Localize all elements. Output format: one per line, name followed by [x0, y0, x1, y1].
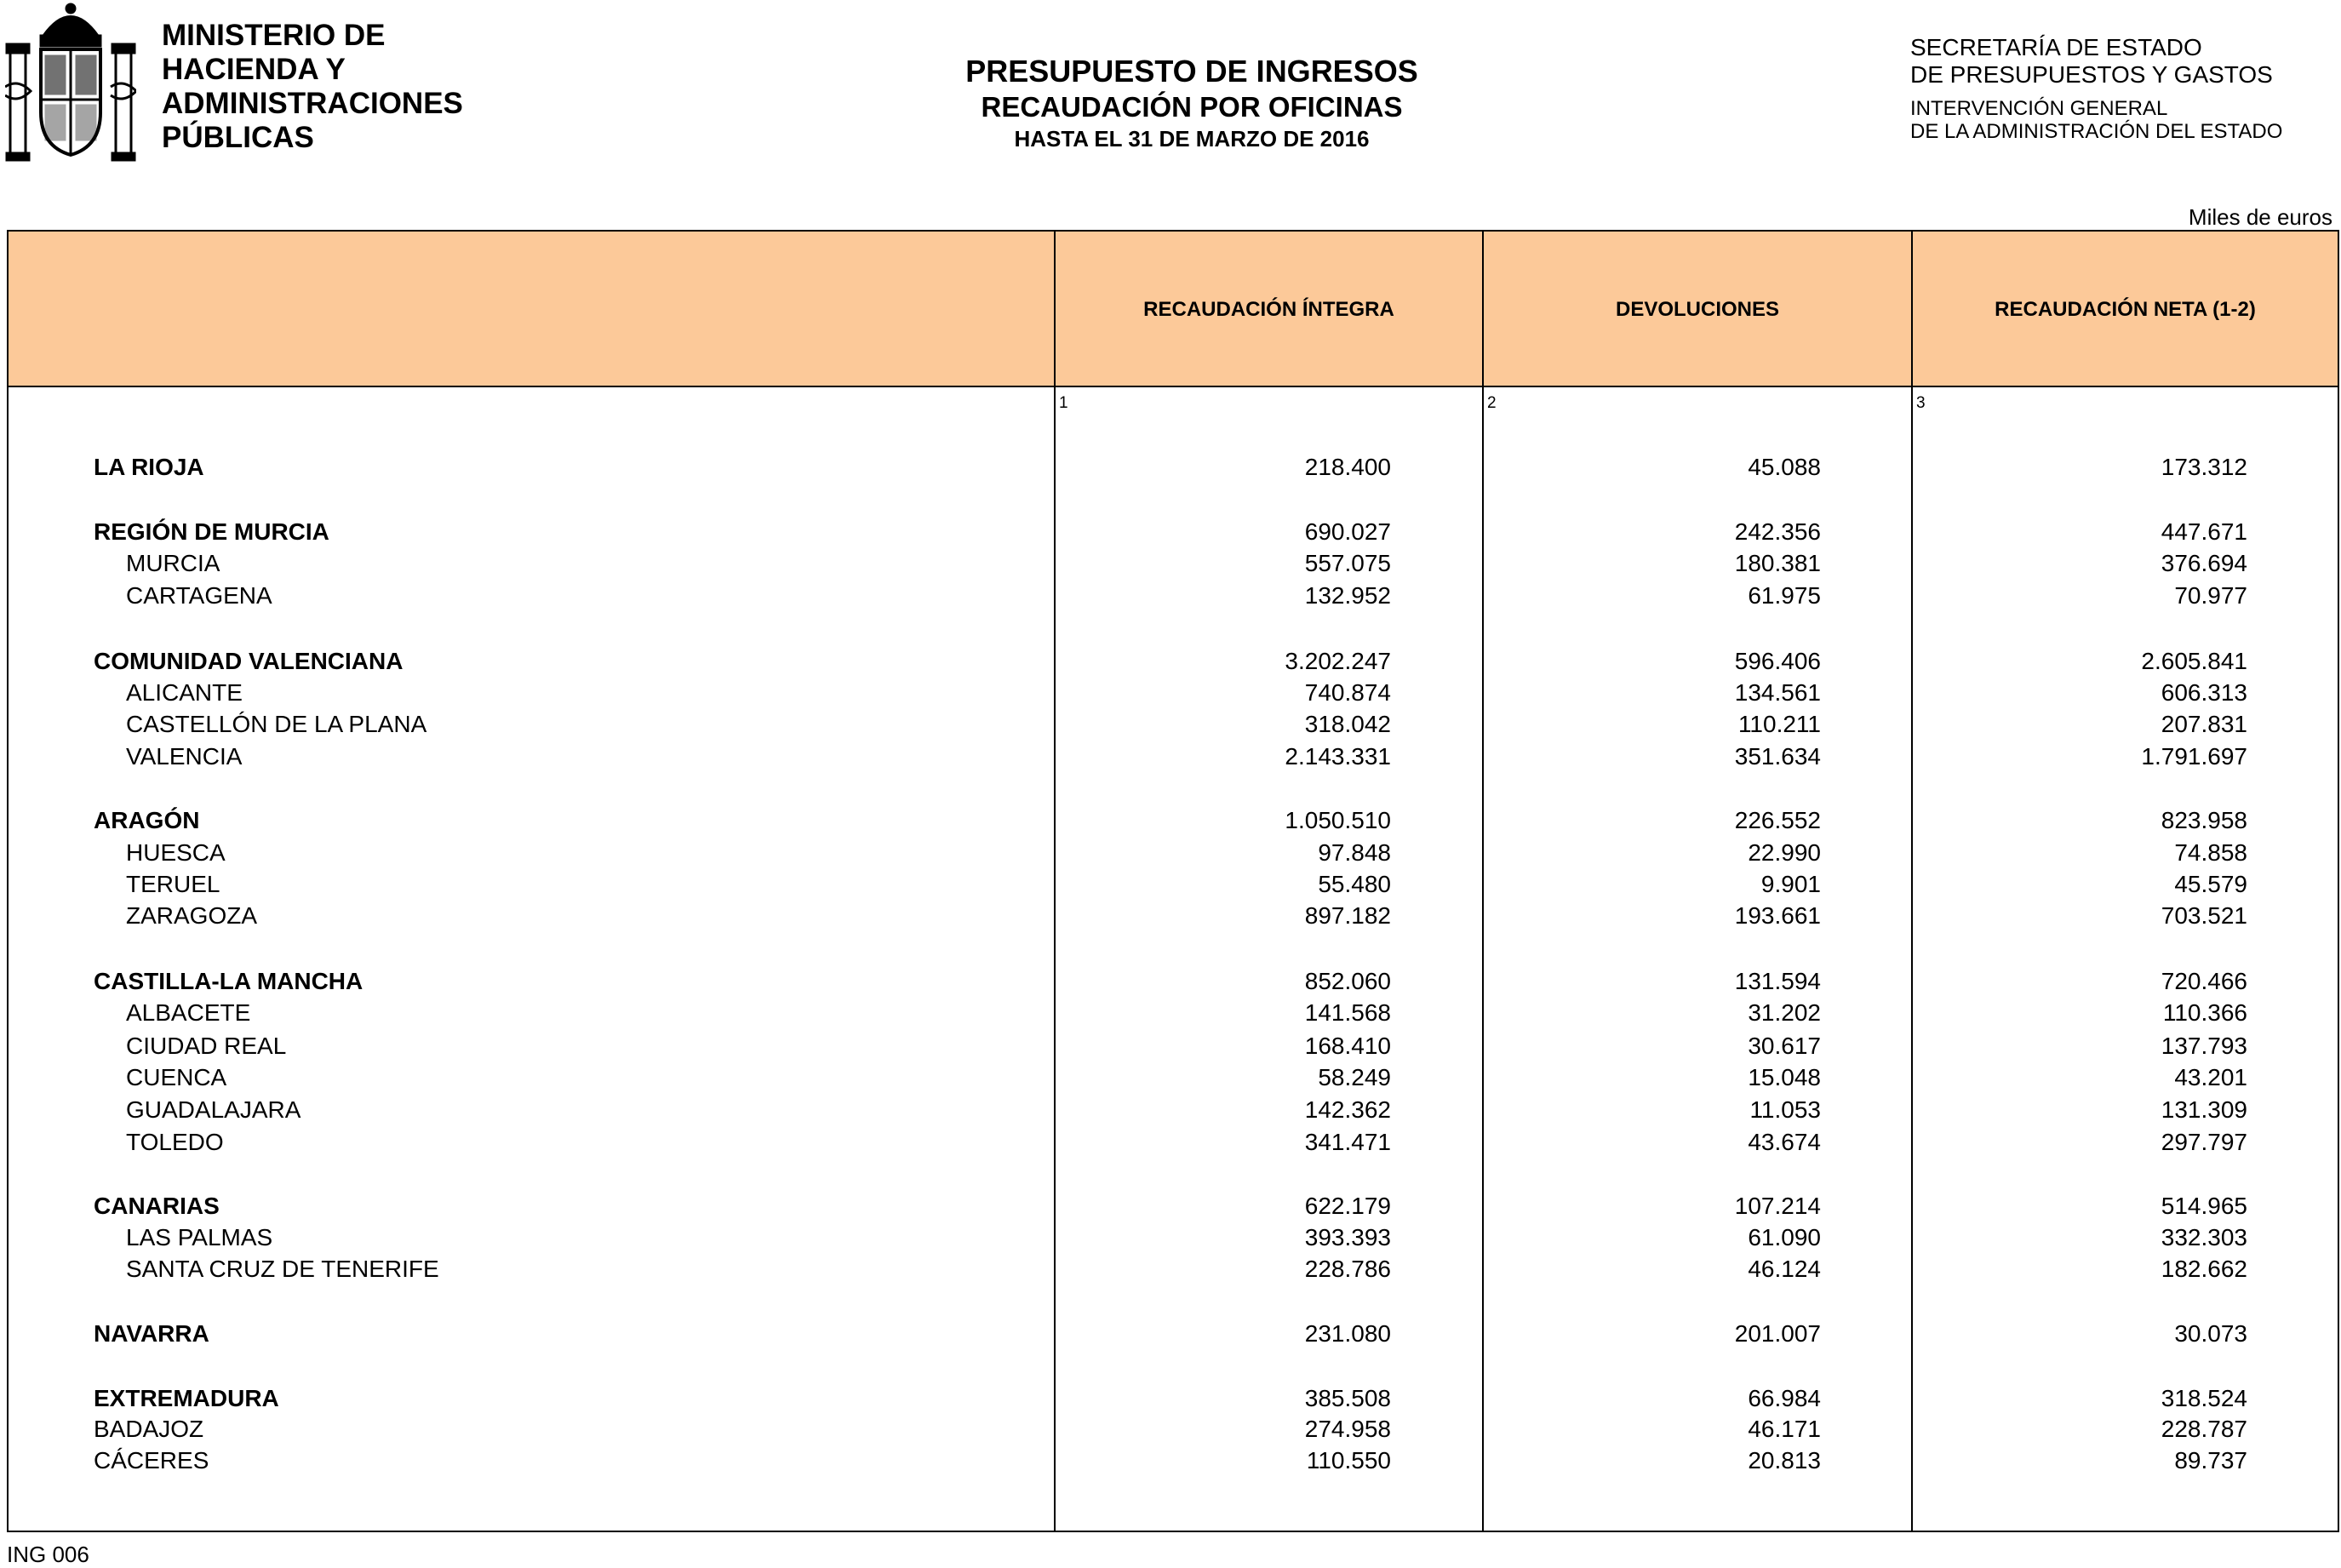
table-row: [0, 1416, 2341, 1446]
table-row: [0, 1033, 2341, 1063]
row-name: ALICANTE: [126, 679, 243, 706]
ministry-name: [162, 19, 463, 155]
cell-recaudacion-integra: 622.179: [1304, 1193, 1391, 1219]
table-row: [0, 1320, 2341, 1351]
ministry-line: ADMINISTRACIONES: [162, 87, 463, 120]
cell-recaudacion-neta: 376.694: [2161, 550, 2247, 576]
footer-code: ING 006: [7, 1542, 89, 1567]
row-name: CIUDAD REAL: [126, 1033, 287, 1059]
cell-recaudacion-integra: 274.958: [1304, 1416, 1391, 1442]
row-name: CANARIAS: [94, 1193, 220, 1219]
intervencion-line: INTERVENCIÓN GENERAL: [1910, 97, 2168, 120]
cell-devoluciones: 596.406: [1734, 648, 1821, 674]
cell-devoluciones: 242.356: [1734, 518, 1821, 545]
cell-devoluciones: 180.381: [1734, 550, 1821, 576]
row-name: CUENCA: [126, 1064, 227, 1090]
cell-devoluciones: 15.048: [1748, 1064, 1821, 1090]
cell-recaudacion-neta: 823.958: [2161, 807, 2247, 833]
row-name: REGIÓN DE MURCIA: [94, 518, 329, 545]
table-row: [0, 1193, 2341, 1223]
cell-recaudacion-neta: 1.791.697: [2141, 743, 2247, 770]
cell-recaudacion-neta: 137.793: [2161, 1033, 2247, 1059]
row-name: CASTILLA-LA MANCHA: [94, 968, 363, 994]
cell-recaudacion-integra: 557.075: [1304, 550, 1391, 576]
cell-devoluciones: 46.124: [1748, 1256, 1821, 1282]
table-row: [0, 1224, 2341, 1255]
row-name: CÁCERES: [94, 1447, 209, 1474]
cell-recaudacion-integra: 110.550: [1306, 1447, 1391, 1474]
cell-recaudacion-integra: 897.182: [1304, 902, 1391, 929]
row-name: EXTREMADURA: [94, 1385, 279, 1411]
cell-devoluciones: 61.090: [1748, 1224, 1821, 1250]
cell-recaudacion-integra: 740.874: [1304, 679, 1391, 706]
cell-devoluciones: 110.211: [1737, 711, 1821, 737]
column-number: 1: [1059, 394, 1068, 412]
ministry-line: PÚBLICAS: [162, 121, 314, 154]
cell-recaudacion-integra: 142.362: [1304, 1096, 1391, 1123]
coat-of-arms-logo: [5, 2, 136, 163]
table-row: [0, 871, 2341, 901]
cell-recaudacion-integra: 385.508: [1304, 1385, 1391, 1411]
row-name: VALENCIA: [126, 743, 243, 770]
column-number: 2: [1487, 394, 1497, 412]
row-name: MURCIA: [126, 550, 220, 576]
cell-devoluciones: 45.088: [1748, 454, 1821, 480]
cell-recaudacion-integra: 318.042: [1304, 711, 1391, 737]
report-title: PRESUPUESTO DE INGRESOS: [965, 54, 1418, 89]
cell-recaudacion-integra: 2.143.331: [1285, 743, 1391, 770]
column-header-devoluciones: DEVOLUCIONES: [1615, 297, 1780, 321]
row-name: LA RIOJA: [94, 454, 204, 480]
report-period: HASTA EL 31 DE MARZO DE 2016: [1014, 126, 1370, 152]
cell-recaudacion-integra: 231.080: [1304, 1320, 1391, 1347]
table-row: [0, 1447, 2341, 1478]
cell-devoluciones: 9.901: [1760, 871, 1821, 897]
cell-recaudacion-neta: 173.312: [2161, 454, 2247, 480]
table-row: [0, 518, 2341, 549]
table-row: [0, 902, 2341, 933]
cell-devoluciones: 201.007: [1734, 1320, 1821, 1347]
table-row: [0, 743, 2341, 774]
row-name: BADAJOZ: [94, 1416, 204, 1442]
cell-devoluciones: 22.990: [1748, 839, 1821, 866]
table-row: [0, 582, 2341, 613]
cell-recaudacion-neta: 110.366: [2162, 999, 2247, 1026]
cell-recaudacion-integra: 228.786: [1304, 1256, 1391, 1282]
report-subtitle: RECAUDACIÓN POR OFICINAS: [981, 91, 1403, 123]
cell-devoluciones: 193.661: [1734, 902, 1821, 929]
cell-recaudacion-integra: 3.202.247: [1285, 648, 1391, 674]
cell-devoluciones: 43.674: [1748, 1129, 1821, 1155]
row-name: SANTA CRUZ DE TENERIFE: [126, 1256, 439, 1282]
column-header-recaudacion-integra: RECAUDACIÓN ÍNTEGRA: [1143, 297, 1394, 321]
table-row: [0, 1385, 2341, 1416]
table-row: [0, 807, 2341, 838]
cell-recaudacion-integra: 393.393: [1304, 1224, 1391, 1250]
table-row: [0, 839, 2341, 870]
row-name: LAS PALMAS: [126, 1224, 273, 1250]
cell-devoluciones: 11.053: [1749, 1096, 1821, 1123]
cell-recaudacion-integra: 132.952: [1304, 582, 1391, 609]
cell-recaudacion-neta: 228.787: [2161, 1416, 2247, 1442]
cell-recaudacion-neta: 89.737: [2174, 1447, 2247, 1474]
cell-recaudacion-neta: 297.797: [2161, 1129, 2247, 1155]
row-name: ALBACETE: [126, 999, 251, 1026]
intervencion-line: DE LA ADMINISTRACIÓN DEL ESTADO: [1910, 120, 2283, 143]
cell-recaudacion-neta: 45.579: [2174, 871, 2247, 897]
table-row: [0, 454, 2341, 484]
cell-recaudacion-neta: 720.466: [2161, 968, 2247, 994]
cell-recaudacion-integra: 141.568: [1304, 999, 1391, 1026]
table-row: [0, 550, 2341, 581]
secretaria-block: [1910, 34, 2273, 89]
secretaria-line: DE PRESUPUESTOS Y GASTOS: [1910, 61, 2273, 88]
cell-recaudacion-neta: 318.524: [2161, 1385, 2247, 1411]
row-name: ARAGÓN: [94, 807, 200, 833]
cell-devoluciones: 351.634: [1734, 743, 1821, 770]
cell-devoluciones: 30.617: [1748, 1033, 1821, 1059]
column-number: 3: [1916, 394, 1926, 412]
cell-recaudacion-neta: 131.309: [2161, 1096, 2247, 1123]
column-header-recaudacion-neta: RECAUDACIÓN NETA (1-2): [1995, 297, 2256, 321]
cell-devoluciones: 66.984: [1748, 1385, 1821, 1411]
cell-recaudacion-neta: 447.671: [2161, 518, 2247, 545]
units-label: Miles de euros: [2188, 204, 2332, 230]
row-name: TOLEDO: [126, 1129, 224, 1155]
row-name: HUESCA: [126, 839, 226, 866]
cell-recaudacion-neta: 2.605.841: [2141, 648, 2247, 674]
report-title-block: [766, 53, 1617, 153]
ministry-line: MINISTERIO DE: [162, 19, 386, 52]
cell-recaudacion-integra: 690.027: [1304, 518, 1391, 545]
table-row: [0, 648, 2341, 678]
cell-devoluciones: 46.171: [1748, 1416, 1821, 1442]
cell-recaudacion-neta: 30.073: [2174, 1320, 2247, 1347]
cell-recaudacion-neta: 703.521: [2161, 902, 2247, 929]
row-name: ZARAGOZA: [126, 902, 258, 929]
cell-recaudacion-integra: 58.249: [1318, 1064, 1391, 1090]
cell-devoluciones: 20.813: [1748, 1447, 1821, 1474]
cell-recaudacion-integra: 55.480: [1318, 871, 1391, 897]
row-name: NAVARRA: [94, 1320, 209, 1347]
cell-devoluciones: 134.561: [1734, 679, 1821, 706]
table-row: [0, 679, 2341, 710]
cell-recaudacion-integra: 1.050.510: [1285, 807, 1391, 833]
cell-devoluciones: 61.975: [1748, 582, 1821, 609]
table-row: [0, 999, 2341, 1030]
row-name: TERUEL: [126, 871, 220, 897]
intervencion-block: [1910, 97, 2282, 143]
cell-recaudacion-integra: 341.471: [1304, 1129, 1391, 1155]
cell-recaudacion-neta: 74.858: [2174, 839, 2247, 866]
cell-devoluciones: 107.214: [1734, 1193, 1821, 1219]
cell-recaudacion-integra: 97.848: [1318, 839, 1391, 866]
row-name: GUADALAJARA: [126, 1096, 301, 1123]
cell-recaudacion-integra: 168.410: [1304, 1033, 1391, 1059]
cell-recaudacion-neta: 332.303: [2161, 1224, 2247, 1250]
cell-recaudacion-neta: 207.831: [2161, 711, 2247, 737]
table-row: [0, 1129, 2341, 1159]
table-row: [0, 711, 2341, 741]
cell-recaudacion-neta: 514.965: [2161, 1193, 2247, 1219]
cell-recaudacion-integra: 852.060: [1304, 968, 1391, 994]
cell-recaudacion-neta: 70.977: [2174, 582, 2247, 609]
table-row: [0, 1256, 2341, 1286]
cell-recaudacion-integra: 218.400: [1304, 454, 1391, 480]
cell-recaudacion-neta: 606.313: [2161, 679, 2247, 706]
cell-devoluciones: 131.594: [1734, 968, 1821, 994]
table-row: [0, 1064, 2341, 1095]
row-name: CASTELLÓN DE LA PLANA: [126, 711, 427, 737]
cell-devoluciones: 226.552: [1734, 807, 1821, 833]
row-name: COMUNIDAD VALENCIANA: [94, 648, 404, 674]
ministry-line: HACIENDA Y: [162, 53, 346, 86]
table-row: [0, 1096, 2341, 1127]
cell-recaudacion-neta: 182.662: [2161, 1256, 2247, 1282]
secretaria-line: SECRETARÍA DE ESTADO: [1910, 34, 2202, 60]
row-name: CARTAGENA: [126, 582, 272, 609]
table-row: [0, 968, 2341, 999]
cell-recaudacion-neta: 43.201: [2174, 1064, 2247, 1090]
cell-devoluciones: 31.202: [1748, 999, 1821, 1026]
